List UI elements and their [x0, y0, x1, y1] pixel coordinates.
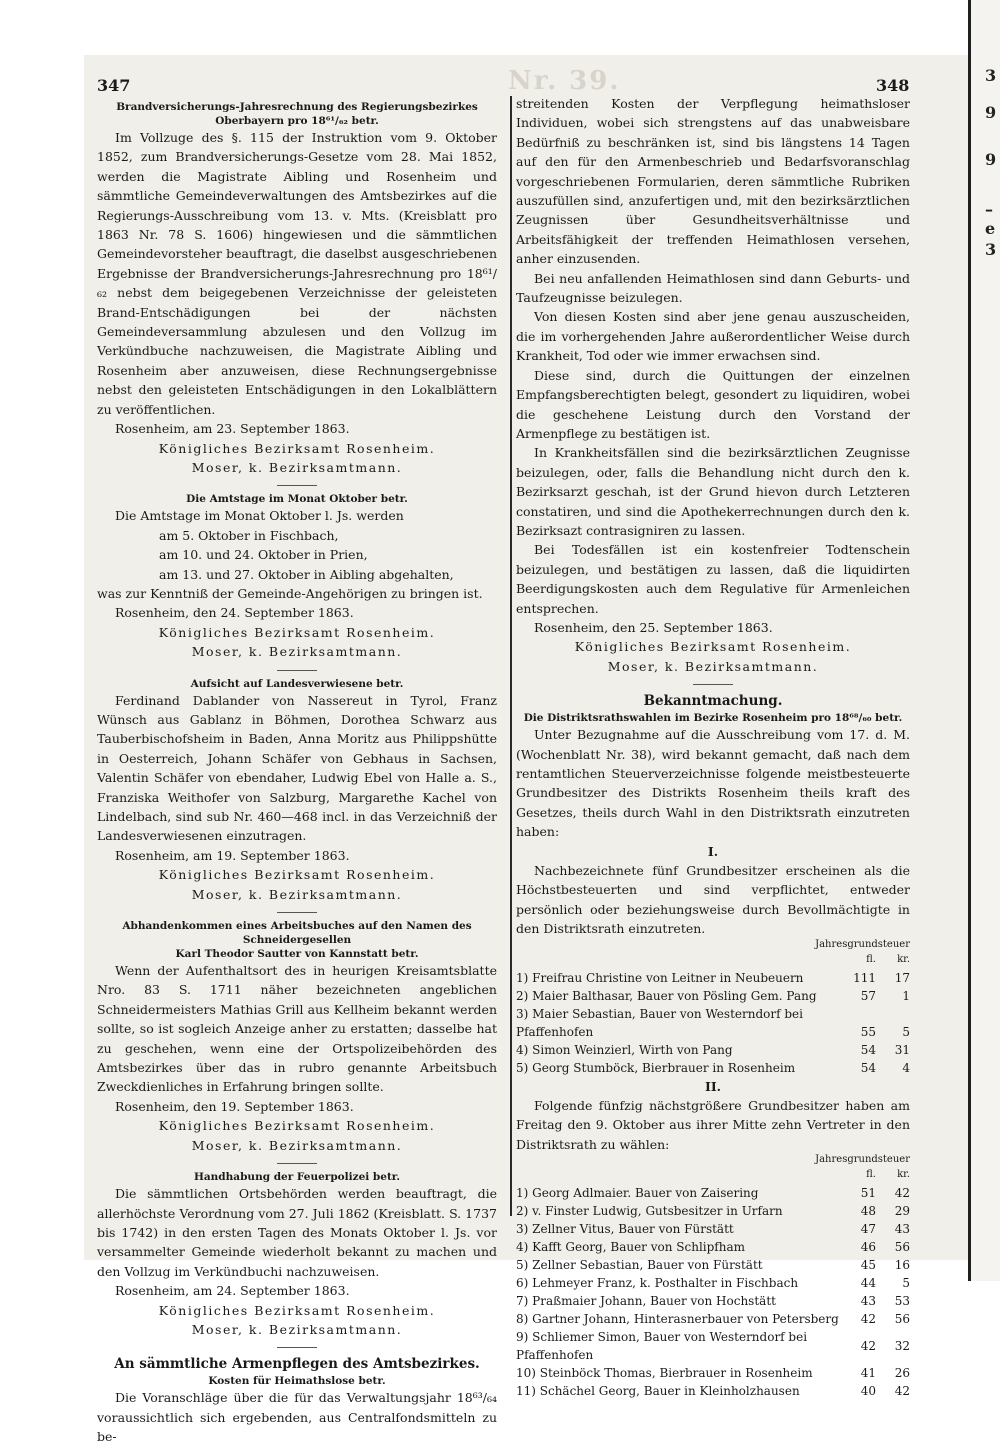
table-row — [516, 1310, 910, 1328]
table-row — [516, 1256, 910, 1274]
tax-fl: 46 — [860, 1240, 876, 1255]
table-row — [516, 1202, 910, 1220]
taxpayer-name: 4) Kafft Georg, Bauer von Schlipfham — [516, 1240, 746, 1255]
table-row — [516, 969, 910, 987]
separator — [277, 670, 317, 671]
article-text: am 5. Oktober in Fischbach, — [159, 527, 339, 543]
tax-fl: 51 — [860, 1186, 876, 1201]
taxpayers-table-2 — [516, 1166, 910, 1400]
taxpayer-name: 7) Praßmaier Johann, Bauer von Hochstätt — [516, 1294, 776, 1309]
table-row — [516, 987, 910, 1005]
taxpayer-name: 1) Freifrau Christine von Leitner in Neubeuern — [516, 970, 804, 985]
separator — [277, 912, 317, 913]
col-fl: fl. — [866, 953, 876, 965]
col-fl: fl. — [866, 1169, 876, 1181]
article-text: Die Amtstage im Monat Oktober l. Js. werden — [115, 508, 404, 524]
strip-char: 3 — [985, 66, 997, 85]
article-text: Folgende fünfzig nächstgrößere Grundbesitzer haben am Freitag den 9. Oktober aus ihrer Mitte zehn Vertreter in den Distriktsrath zu wählen: — [516, 1098, 910, 1152]
taxpayer-name: 8) Gartner Johann, Hinterasnerbauer von Petersberg — [516, 1312, 839, 1327]
signature-office: Königliches Bezirksamt Rosenheim. — [158, 624, 436, 640]
table-header-tax: Jahresgrundsteuer — [815, 1154, 910, 1166]
tax-kr: 42 — [894, 1186, 910, 1201]
tax-kr: 5 — [902, 1024, 910, 1039]
taxpayer-name: 3) Zellner Vitus, Bauer von Fürstätt — [516, 1222, 734, 1237]
tax-kr: 5 — [902, 1276, 910, 1291]
tax-kr: 56 — [894, 1312, 910, 1327]
date-line: Rosenheim, den 19. September 1863. — [115, 1098, 354, 1114]
section-heading: Bekanntmachung. — [643, 693, 783, 710]
article-text: streitenden Kosten der Verpflegung heimathsloser Individuen, wobei sich strengstens auf das unabweisbare Bedürfniß zu beschränken ist, sind bis längstens 14 Tagen auf den für den Armenbeschrieb und Bedarfsvoranschlag vorgeschriebenen Formularien, deren sämmtliche Rubriken auszufüllen sind, anzufertigen und, mit den bezirksärztlichen Zeugnissen über Gesundheitsverhältnisse und Arbeitsfähigkeit der treffenden Heimathlosen versehen, anher einzusenden. — [516, 96, 910, 267]
separator — [277, 1163, 317, 1164]
tax-fl: 48 — [860, 1204, 876, 1219]
signature-name: Moser, k. Bezirksamtmann. — [191, 644, 403, 660]
signature-office: Königliches Bezirksamt Rosenheim. — [574, 639, 852, 655]
section-title: Handhabung der Feuerpolizei betr. — [193, 1171, 401, 1184]
section-title: Aufsicht auf Landesverwiesene betr. — [190, 677, 404, 690]
tax-kr: 42 — [894, 1384, 910, 1399]
separator — [693, 684, 733, 685]
tax-kr: 31 — [894, 1042, 910, 1057]
taxpayer-name: 5) Georg Stumböck, Bierbrauer in Rosenheim — [516, 1060, 796, 1075]
strip-char: 9 — [985, 150, 997, 169]
tax-fl: 44 — [860, 1276, 876, 1291]
tax-fl: 47 — [860, 1222, 876, 1237]
taxpayer-name: 2) Maier Balthasar, Bauer von Pösling Gem. Pang — [516, 988, 817, 1003]
section-title: Brandversicherungs-Jahresrechnung des Regierungsbezirkes Oberbayern pro 18⁶¹/₆₂ betr. — [116, 101, 478, 127]
tax-kr: 1 — [902, 988, 910, 1003]
tax-kr: 43 — [894, 1222, 910, 1237]
column-divider — [510, 96, 512, 1216]
table-row — [516, 1220, 910, 1238]
signature-office: Königliches Bezirksamt Rosenheim. — [158, 867, 436, 883]
signature-name: Moser, k. Bezirksamtmann. — [607, 658, 819, 674]
article-text: Im Vollzuge des §. 115 der Instruktion vom 9. Oktober 1852, zum Brandversicherungs-Gesetze vom 28. Mai 1852, werden die Magistrate Aibling und Rosenheim und sämmtliche Gemeindeverwaltungen des Amtsbezirkes auf die Regierungs-Ausschreibung vom 13. v. Mts. (Kreisblatt pro 1863 Nr. 78 S. 1606) hingewiesen und die sämmtlichen Gemeindevorsteher beauftragt, die daselbst ausgeschriebenen Ergebnisse der Brandversicherungs-Jahresrechnung pro 18⁶¹/₆₂ nebst dem beigegebenen Verzeichnisse der geleisteten Brand-Entschädigungen bei der nächsten Gemeindeversammlung abzulesen und den Vollzug im Verkündbuche nachzuweisen, die Magistrate Aibling und Rosenheim aber anzuweisen, diese Rechnungsergebnisse nebst den geleisteten Entschädigungen in den Lokalblättern zu veröffentlichen. — [97, 130, 497, 417]
table-row — [516, 1364, 910, 1382]
table-row — [516, 1059, 910, 1077]
strip-char: 3 — [985, 240, 997, 259]
taxpayer-name: 3) Maier Sebastian, Bauer von Westerndorf bei Pfaffenhofen — [516, 1006, 803, 1039]
signature-name: Moser, k. Bezirksamtmann. — [191, 886, 403, 902]
table-row — [516, 1328, 910, 1364]
date-line: Rosenheim, den 24. September 1863. — [115, 605, 354, 621]
date-line: Rosenheim, am 24. September 1863. — [115, 1283, 350, 1299]
page-number-right: 348 — [876, 76, 910, 95]
article-text: Bei neu anfallenden Heimathlosen sind dann Geburts- und Taufzeugnisse beizulegen. — [516, 270, 910, 306]
tax-fl: 40 — [860, 1384, 876, 1399]
right-column — [516, 94, 910, 1400]
separator — [277, 1347, 317, 1348]
taxpayer-name: 5) Zellner Sebastian, Bauer von Fürstätt — [516, 1258, 763, 1273]
article-text: Diese sind, durch die Quittungen der einzelnen Empfangsberechtigten belegt, gesondert zu liquidiren, wobei die geschehene Leistung durch den Vorstand der Armenpflege zu bestätigen ist. — [516, 367, 910, 441]
taxpayer-name: 11) Schächel Georg, Bauer in Kleinholzhausen — [516, 1384, 800, 1399]
col-kr: kr. — [897, 953, 910, 965]
section-heading: An sämmtliche Armenpflegen des Amtsbezirkes. — [114, 1356, 480, 1373]
adjacent-page-strip — [968, 0, 1000, 1281]
table-row — [516, 1292, 910, 1310]
section-subtitle: Die Distriktsrathswahlen im Bezirke Rosenheim pro 18⁶⁸/₆₀ betr. — [523, 712, 903, 725]
table-row — [516, 1382, 910, 1400]
roman-numeral: I. — [707, 843, 719, 859]
tax-kr: 32 — [894, 1339, 910, 1354]
tax-fl: 57 — [860, 988, 876, 1003]
tax-kr: 56 — [894, 1240, 910, 1255]
article-text: Nachbezeichnete fünf Grundbesitzer erscheinen als die Höchstbesteuerten und sind verpflichtet, entweder persönlich oder beziehungsweise durch Bevollmächtigte in den Distriktsrath einzutreten. — [516, 863, 910, 937]
table-row — [516, 1184, 910, 1202]
tax-kr: 29 — [894, 1204, 910, 1219]
tax-kr: 17 — [894, 970, 910, 985]
signature-office: Königliches Bezirksamt Rosenheim. — [158, 440, 436, 456]
table-row — [516, 1041, 910, 1059]
taxpayer-name: 1) Georg Adlmaier. Bauer von Zaisering — [516, 1186, 759, 1201]
taxpayer-name: 4) Simon Weinzierl, Wirth von Pang — [516, 1042, 733, 1057]
tax-fl: 43 — [860, 1294, 876, 1309]
taxpayer-name: 6) Lehmeyer Franz, k. Posthalter in Fischbach — [516, 1276, 799, 1291]
article-text: Von diesen Kosten sind aber jene genau auszuscheiden, die im vorhergehenden Jahre außerordentlicher Weise durch Krankheit, Tod oder wie immer erwachsen sind. — [516, 309, 910, 364]
table-row — [516, 1238, 910, 1256]
tax-kr: 4 — [902, 1060, 910, 1075]
section-title: Abhandenkommen eines Arbeitsbuches auf den Namen des Schneidergesellen — [122, 920, 472, 947]
tax-fl: 41 — [860, 1366, 876, 1381]
left-column — [97, 100, 497, 1447]
article-text: am 13. und 27. Oktober in Aibling abgehalten, — [159, 566, 454, 582]
table-row — [516, 1005, 910, 1041]
article-text: am 10. und 24. Oktober in Prien, — [159, 547, 368, 563]
table-row — [516, 1274, 910, 1292]
strip-char: –e — [985, 200, 996, 238]
section-subtitle: Kosten für Heimathslose betr. — [208, 1375, 386, 1388]
article-text: In Krankheitsfällen sind die bezirksärztlichen Zeugnisse beizulegen, oder, falls die Behandlung nicht durch den k. Bezirksarzt geschah, ist der Grund hievon durch Letzteren constatiren, und sind die Apothekerrechnungen durch den k. Bezirksazt contrasigniren zu lassen. — [516, 445, 910, 538]
article-text: Wenn der Aufenthaltsort des in heurigen Kreisamtsblatte Nro. 83 S. 1711 näher bezeichneten angeblichen Schneidermeisters Mathias Grill aus Kellheim bekannt werden sollte, so ist sogleich Anzeige anher zu erstatten; dasselbe hat zu geschehen, wenn eine der Ortspolizeibehörden des Amtsbezirkes über das in rubro genannte Arbeitsbuch Zweckdienliches in Erfahrung bringen sollte. — [97, 963, 497, 1095]
taxpayer-name: 2) v. Finster Ludwig, Gutsbesitzer in Urfarn — [516, 1204, 783, 1219]
section-title: Die Amtstage im Monat Oktober betr. — [186, 493, 408, 506]
signature-name: Moser, k. Bezirksamtmann. — [191, 459, 403, 475]
tax-fl: 54 — [860, 1042, 876, 1057]
signature-name: Moser, k. Bezirksamtmann. — [191, 1137, 403, 1153]
tax-fl: 55 — [860, 1024, 876, 1039]
tax-fl: 42 — [860, 1339, 876, 1354]
roman-numeral: II. — [704, 1078, 722, 1094]
section-subtitle: Karl Theodor Sautter von Kannstatt betr. — [175, 948, 419, 961]
tax-fl: 45 — [860, 1258, 876, 1273]
taxpayer-name: 10) Steinböck Thomas, Bierbrauer in Rosenheim — [516, 1366, 813, 1381]
page-number-left: 347 — [97, 76, 131, 95]
tax-fl: 42 — [860, 1312, 876, 1327]
tax-kr: 26 — [894, 1366, 910, 1381]
signature-office: Königliches Bezirksamt Rosenheim. — [158, 1118, 436, 1134]
taxpayer-name: 9) Schliemer Simon, Bauer von Westerndorf bei Pfaffenhofen — [516, 1330, 808, 1363]
tax-fl: 54 — [860, 1060, 876, 1075]
date-line: Rosenheim, am 23. September 1863. — [115, 421, 350, 437]
article-text: Ferdinand Dablander von Nassereut in Tyrol, Franz Wünsch aus Gablanz in Böhmen, Dorothea Schwarz aus Tauberbischofsheim in Baden, Anna Moritz aus Philippshütte in Oesterreich, Johann Schäfer von Gebhaus in Sachsen, Valentin Schäfer von ebendaher, Ludwig Ebel von Halle a. S., Franziska Weithofer von Salzburg, Margarethe Kachel von Lindelbach, sind sub Nr. 460—468 incl. in das Verzeichniß der Landesverwiesenen einzutragen. — [97, 692, 497, 844]
article-text: Bei Todesfällen ist ein kostenfreier Todtenschein beizulegen, und bestätigen zu lassen, daß die liquidirten Beerdigungskosten auch dem Regulative für Armenleichen entsprechen. — [516, 542, 910, 616]
tax-kr: 16 — [894, 1258, 910, 1273]
date-line: Rosenheim, den 25. September 1863. — [534, 619, 773, 635]
article-text: Die sämmtlichen Ortsbehörden werden beauftragt, die allerhöchste Verordnung vom 27. Juli 1862 (Kreisblatt. S. 1737 bis 1742) in den ersten Tagen des Monats Oktober l. Js. vor versammelter Gemeinde wiederholt bekannt zu machen und den Vollzug im Verkündbuchi nachzuweisen. — [97, 1186, 497, 1279]
strip-char: 9 — [985, 103, 997, 122]
signature-office: Königliches Bezirksamt Rosenheim. — [158, 1302, 436, 1318]
article-text: Unter Bezugnahme auf die Ausschreibung vom 17. d. M. (Wochenblatt Nr. 38), wird bekannt gemacht, daß nach dem rentamtlichen Steuerverzeichnisse folgende meistbesteuerte Grundbesitzer des Distrikts Rosenheim theils kraft des Gesetzes, theils durch Wahl in den Distriktsrath einzutreten haben: — [516, 727, 910, 840]
signature-name: Moser, k. Bezirksamtmann. — [191, 1321, 403, 1337]
separator — [277, 485, 317, 486]
taxpayers-table-1 — [516, 951, 910, 1077]
table-header-tax: Jahresgrundsteuer — [815, 938, 910, 950]
date-line: Rosenheim, am 19. September 1863. — [115, 847, 350, 863]
article-text: Die Voranschläge über die für das Verwaltungsjahr 18⁶³/₆₄ voraussichtlich sich ergebenden, aus Centralfondsmitteln zu be- — [97, 1390, 497, 1445]
tax-kr: 53 — [894, 1294, 910, 1309]
article-text: was zur Kenntniß der Gemeinde-Angehörigen zu bringen ist. — [97, 585, 483, 601]
bleed-through-heading: Nr. 39. — [508, 66, 621, 96]
tax-fl: 111 — [853, 970, 876, 985]
col-kr: kr. — [897, 1169, 910, 1181]
